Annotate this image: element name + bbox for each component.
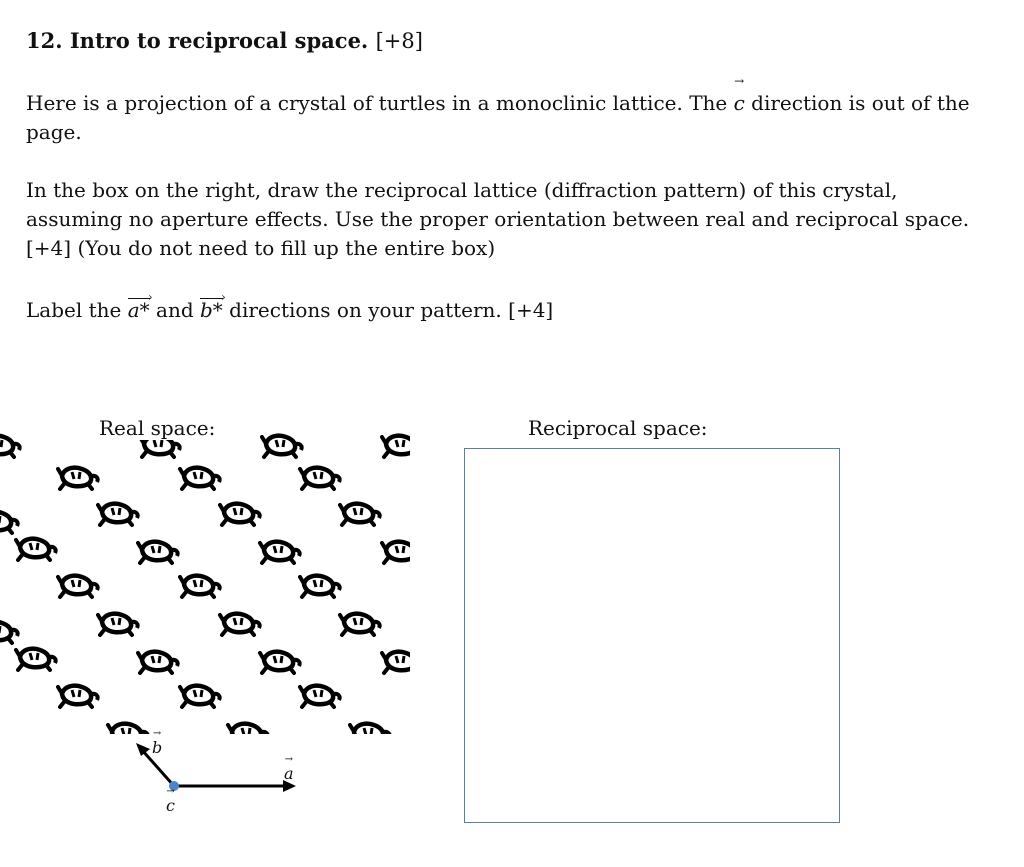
intro-paragraph bbox=[26, 89, 976, 147]
a-axis-label: → a bbox=[284, 764, 294, 783]
b-star-vector: b* › bbox=[200, 298, 223, 320]
label-text-after: directions on your pattern. [+4] bbox=[222, 298, 554, 322]
question-points: [+8] bbox=[375, 29, 423, 53]
real-space-label: Real space: bbox=[99, 416, 216, 440]
question-heading bbox=[26, 28, 423, 53]
question-number: 12. bbox=[26, 28, 63, 53]
instructions-paragraph: In the box on the right, draw the reciprocal lattice (diffraction pattern) of this crystal, assuming no aperture effects. Use the proper orientation between real and reciprocal space. [+4] (You do not need to fill up the entire box) bbox=[26, 178, 970, 260]
label-text-middle: and bbox=[149, 298, 200, 322]
intro-text-before: Here is a projection of a crystal of turtles in a monoclinic lattice. The bbox=[26, 91, 734, 115]
label-text-before: Label the bbox=[26, 298, 128, 322]
c-vector: → c bbox=[734, 89, 745, 118]
reciprocal-space-label: Reciprocal space: bbox=[528, 416, 708, 440]
b-axis-arrowhead bbox=[136, 743, 150, 756]
label-paragraph bbox=[26, 296, 976, 325]
question-title: Intro to reciprocal space. bbox=[69, 28, 369, 53]
intro-text-after: direction is out of the page. bbox=[26, 91, 970, 144]
a-star-vector: a* › bbox=[128, 298, 150, 320]
reciprocal-space-drawing-box[interactable] bbox=[464, 448, 840, 823]
turtle-lattice-figure bbox=[0, 432, 420, 742]
turtle-grid bbox=[0, 436, 420, 742]
c-axis-label: → c bbox=[166, 796, 175, 815]
b-axis-label: → b bbox=[152, 738, 162, 757]
